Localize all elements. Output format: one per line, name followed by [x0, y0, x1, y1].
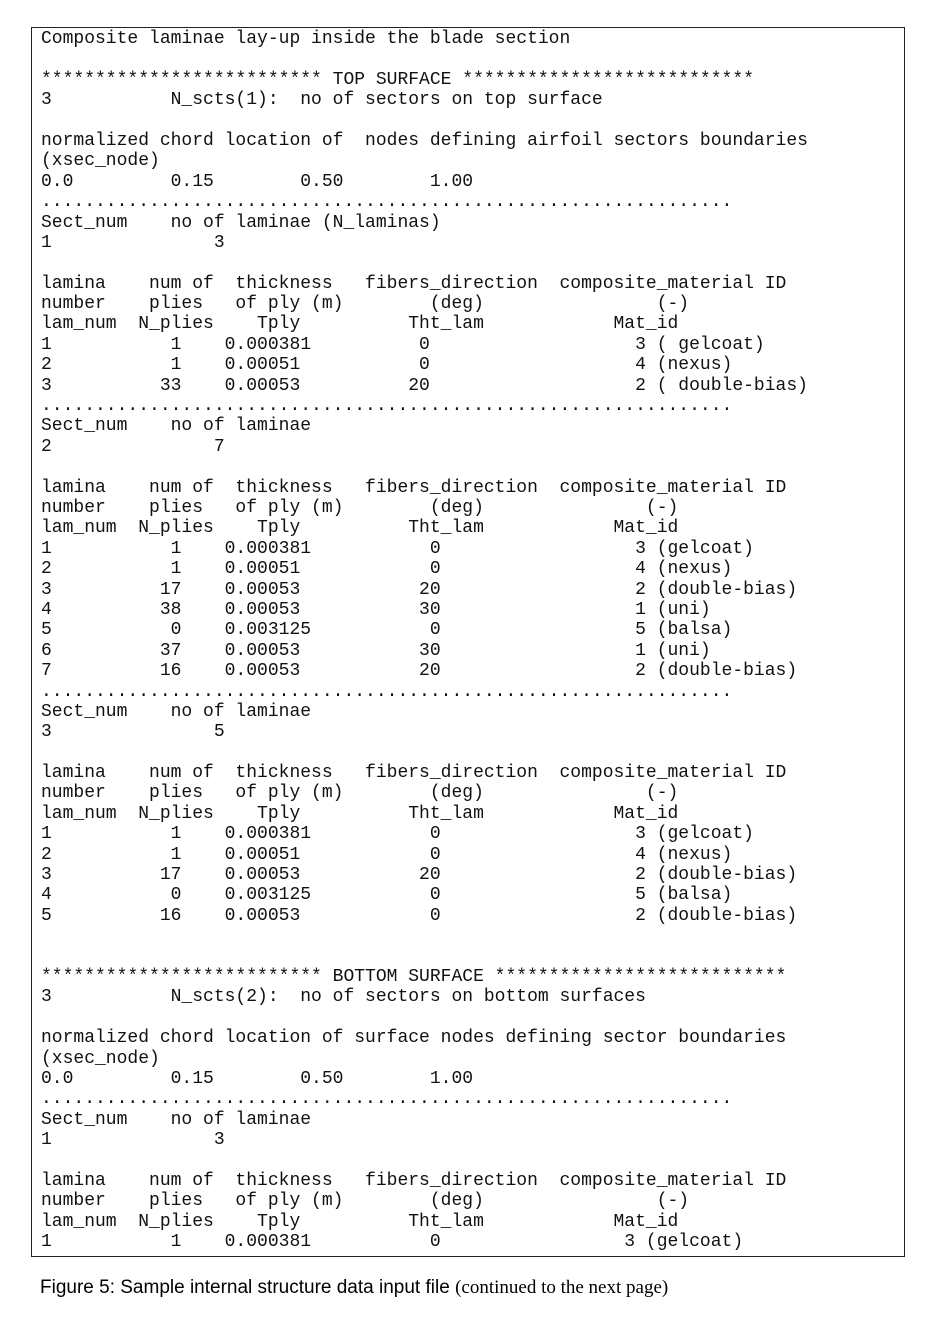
file-line: 5 0 0.003125 0 5 (balsa)	[41, 620, 733, 641]
file-line: 1 3	[41, 1130, 225, 1151]
file-line: lamina num of thickness fibers_direction composite_material ID	[41, 477, 787, 498]
file-line: 3 N_scts(1): no of sectors on top surface	[41, 90, 603, 111]
file-line: 1 1 0.000381 0 3 (gelcoat)	[41, 1232, 744, 1253]
caption-continued: (continued to the next page)	[455, 1277, 669, 1298]
file-line: number plies of ply (m) (deg) (-)	[41, 294, 690, 315]
file-line: 3 5	[41, 722, 225, 743]
file-line: 2 1 0.00051 0 4 (nexus)	[41, 844, 733, 865]
file-line: Sect_num no of laminae	[41, 416, 312, 437]
file-line: lamina num of thickness fibers_direction composite_material ID	[41, 273, 787, 294]
file-line: lam_num N_plies Tply Tht_lam Mat_id	[41, 314, 679, 335]
file-line: 1 1 0.000381 0 3 ( gelcoat)	[41, 334, 765, 355]
file-line: 2 7	[41, 436, 225, 457]
file-line	[41, 947, 808, 967]
file-line: 3 N_scts(2): no of sectors on bottom surfaces	[41, 987, 646, 1008]
file-line: ************************** BOTTOM SURFACE ***************************	[41, 966, 787, 987]
file-line: number plies of ply (m) (deg) (-)	[41, 783, 679, 804]
file-line: (xsec_node)	[41, 1048, 160, 1069]
file-line: (xsec_node)	[41, 151, 160, 172]
file-line	[41, 253, 808, 273]
file-line: 1 1 0.000381 0 3 (gelcoat)	[41, 824, 754, 845]
file-line: number plies of ply (m) (deg) (-)	[41, 497, 679, 518]
file-line: 0.0 0.15 0.50 1.00	[41, 171, 474, 192]
file-line: 0.0 0.15 0.50 1.00	[41, 1068, 474, 1089]
file-line	[41, 1008, 808, 1028]
file-line	[41, 49, 808, 69]
file-line: Composite laminae lay-up inside the blade section	[41, 29, 571, 49]
figure-caption	[40, 1277, 668, 1299]
caption-main: Figure 5: Sample internal structure data input file	[40, 1277, 450, 1298]
file-line: ................................................................	[41, 681, 733, 702]
file-line: 1 3	[41, 232, 225, 253]
file-line	[41, 111, 808, 131]
file-line: ................................................................	[41, 1089, 733, 1110]
file-line: 2 1 0.00051 0 4 (nexus)	[41, 355, 733, 376]
file-line: lam_num N_plies Tply Tht_lam Mat_id	[41, 518, 679, 539]
file-line: 5 16 0.00053 0 2 (double-bias)	[41, 905, 798, 926]
file-line	[41, 457, 808, 477]
file-line: 1 1 0.000381 0 3 (gelcoat)	[41, 538, 754, 559]
file-line: 4 0 0.003125 0 5 (balsa)	[41, 885, 733, 906]
file-line: 7 16 0.00053 20 2 (double-bias)	[41, 661, 798, 682]
file-line: lamina num of thickness fibers_direction composite_material ID	[41, 763, 787, 784]
file-line: 6 37 0.00053 30 1 (uni)	[41, 640, 711, 661]
input-file-listing	[41, 29, 808, 1252]
file-line: ************************** TOP SURFACE ***************************	[41, 69, 754, 90]
file-line: number plies of ply (m) (deg) (-)	[41, 1191, 690, 1212]
file-line: lam_num N_plies Tply Tht_lam Mat_id	[41, 803, 679, 824]
file-line: lamina num of thickness fibers_direction composite_material ID	[41, 1170, 787, 1191]
file-line: Sect_num no of laminae	[41, 1109, 312, 1130]
file-line: 3 33 0.00053 20 2 ( double-bias)	[41, 375, 808, 396]
file-line: 2 1 0.00051 0 4 (nexus)	[41, 559, 733, 580]
file-line: 4 38 0.00053 30 1 (uni)	[41, 599, 711, 620]
file-line: 3 17 0.00053 20 2 (double-bias)	[41, 579, 798, 600]
file-line: normalized chord location of nodes defining airfoil sectors boundaries	[41, 130, 808, 151]
file-line: Sect_num no of laminae	[41, 701, 312, 722]
file-line	[41, 743, 808, 763]
file-line: Sect_num no of laminae (N_laminas)	[41, 212, 441, 233]
file-line	[41, 1150, 808, 1170]
file-line: normalized chord location of surface nodes defining sector boundaries	[41, 1028, 787, 1049]
file-line: lam_num N_plies Tply Tht_lam Mat_id	[41, 1211, 679, 1232]
file-line: ................................................................	[41, 192, 733, 213]
file-line: 3 17 0.00053 20 2 (double-bias)	[41, 865, 798, 886]
file-line	[41, 926, 808, 946]
file-line: ................................................................	[41, 396, 733, 417]
